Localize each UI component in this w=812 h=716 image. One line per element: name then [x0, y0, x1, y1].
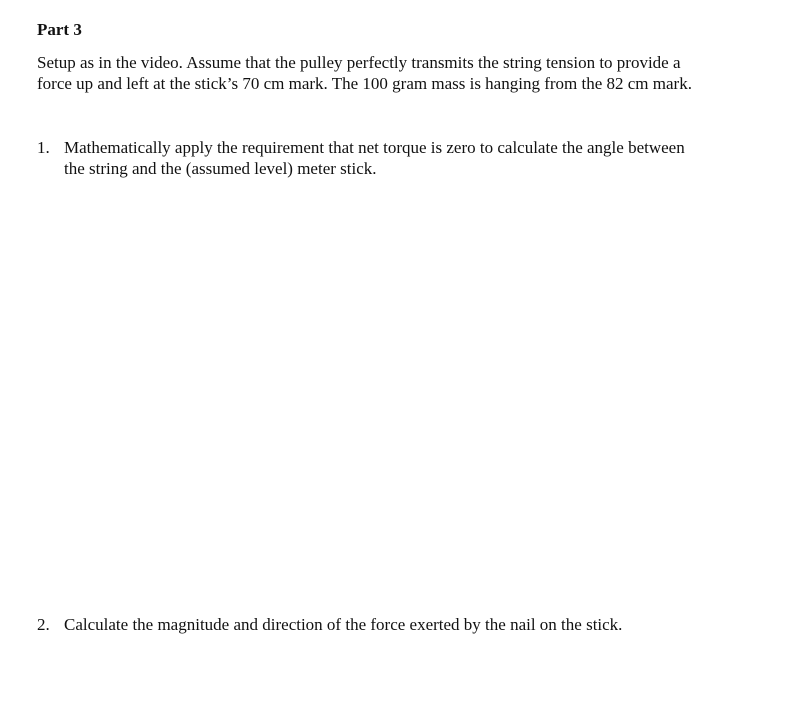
question-text — [64, 614, 784, 635]
question-number: 2. — [37, 615, 50, 634]
question-line: the string and the (assumed level) meter stick. — [64, 159, 377, 178]
question-number: 1. — [37, 138, 50, 157]
setup-line: force up and left at the stick’s 70 cm mark. The 100 gram mass is hanging from the 82 cm mark. — [37, 74, 692, 93]
setup-line: Setup as in the video. Assume that the pulley perfectly transmits the string tension to provide a — [37, 53, 681, 72]
question-line: Calculate the magnitude and direction of the force exerted by the nail on the stick. — [64, 615, 623, 634]
setup-paragraph — [37, 52, 777, 94]
question-line: Mathematically apply the requirement that net torque is zero to calculate the angle between — [64, 138, 685, 157]
answer-space-1 — [37, 186, 777, 596]
question-text — [64, 137, 784, 179]
section-heading: Part 3 — [37, 20, 82, 39]
answer-space-2 — [37, 640, 777, 710]
